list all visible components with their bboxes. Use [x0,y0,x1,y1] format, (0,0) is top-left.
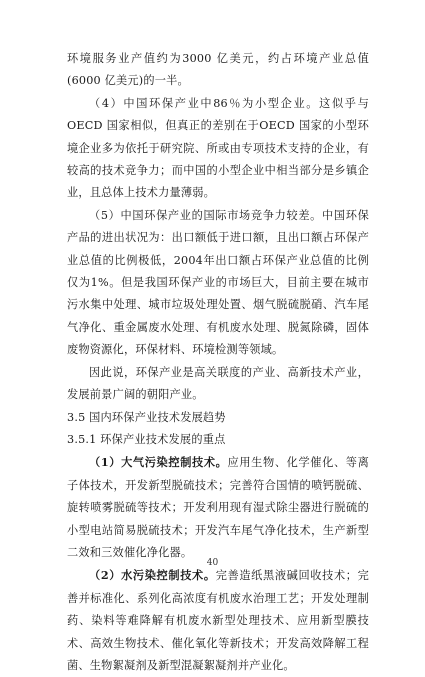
air-item-body: 应用生物、化学催化、等离子体技术，开发新型脱硫技术；完善符合国情的喷钙脱硫、旋转喷雾脱硫等技术；开发利用现有湿式除尘器进行脱硫的小型电站简易脱硫技术；开发汽车尾气净化技术，生产新型二效和三效催化净化器。 [67,456,369,559]
air-item-title: 大气污染控制技术。 [121,455,228,470]
paragraph-env-services: 环境服务业产值约为3000 亿美元，约占环境产业总值(6000 亿美元)的一半。 [67,52,369,88]
water-item-number: （2） [89,568,122,583]
body-text [67,48,369,677]
section-heading-3-5-1: 3.5.1 环保产业技术发展的重点 [67,432,226,446]
air-item-number: （1） [89,455,122,470]
water-item-body: 完善造纸黑液碱回收技术；完善并标准化、系列化高浓度有机废水治理工艺；开发处理制药、染料等难降解有机废水新型处理技术、应用新型膜技术、高效生物技术、催化氧化等新技术；开发高效降解工程菌、生物絮凝剂及新型混凝絮凝剂并产业化。 [67,569,369,672]
paragraph-conclusion: 因此说，环保产业是高关联度的产业、高新技术产业，发展前景广阔的朝阳产业。 [67,365,369,402]
paragraph-competitiveness: （5）中国环保产业的国际市场竞争力较差。中国环保产品的进出状况为：出口额低于进口额，且出口额占环保产业总值的比例极低，2004年出口额占环保产业总值的比例仅为1%。但是我国环保产业的市场巨大，目前主要在城市污水集中处理、城市垃圾处理处置、烟气脱硫脱硝、汽车尾气净化、重金属废水处理、有机废水处理、脱氮除磷，固体废物资源化，环保材料、环境检测等领域。 [67,208,369,357]
section-heading-3-5: 3.5 国内环保产业技术发展趋势 [67,410,226,424]
water-item-title: 水污染控制技术。 [121,568,216,583]
paragraph-small-enterprises: （4）中国环保产业中86％为小型企业。这似乎与OECD 国家相似，但真正的差别在于OECD 国家的小型环境企业多为依托于研究院、所或由专项技术支持的企业，有较高的技术竞争力；而中国的小型企业中相当部分是乡镇企业，且总体上技术力量薄弱。 [67,96,369,200]
page-number: 40 [206,558,219,568]
paragraph-water-pollution [67,564,369,677]
paragraph-air-pollution [67,451,369,564]
